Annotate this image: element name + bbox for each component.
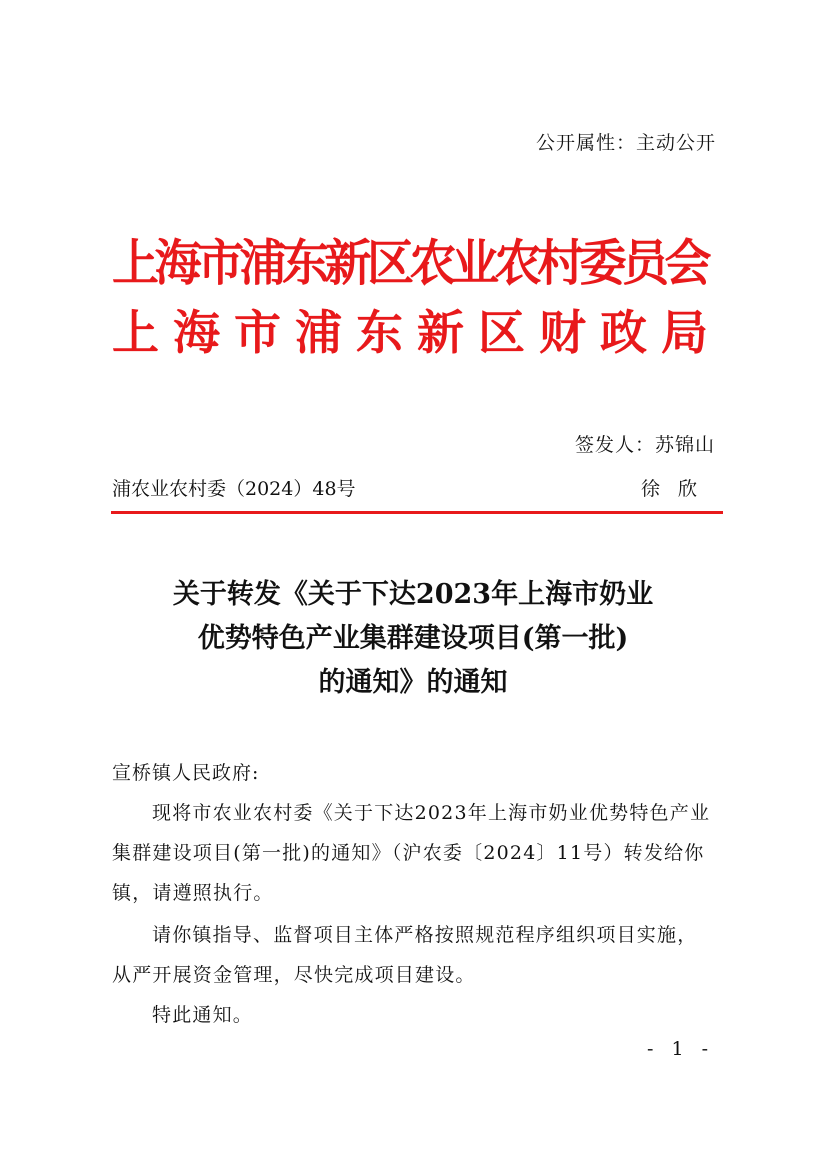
body-paragraph-1 (112, 793, 716, 913)
issuer-org-agriculture: 上海市浦东新区农业农村委员会 (112, 234, 707, 293)
body-paragraph-2 (112, 915, 716, 995)
document-title-line-2: 优势特色产业集群建设项目(第一批) (197, 623, 629, 654)
signer-label: 签发人：苏锦山 (574, 434, 715, 456)
body-paragraph-3-text: 特此通知。 (152, 1004, 254, 1026)
red-divider-rule (111, 511, 723, 514)
issuer-org-finance: 上海市浦东新区财政局 (112, 306, 722, 361)
salutation: 宣桥镇人民政府: (112, 762, 260, 784)
page-number: - 1 - (646, 1038, 714, 1060)
body-paragraph-1-text: 现将市农业农村委《关于下达2023年上海市奶业优势特色产业集群建设项目(第一批)的通知》（沪农委〔2024〕11号）转发给你镇，请遵照执行。 (112, 802, 711, 904)
body-paragraph-3 (112, 995, 716, 1035)
document-title-line-3: 的通知》的通知 (318, 667, 508, 698)
document-title-line-1: 关于转发《关于下达2023年上海市奶业 (172, 579, 654, 610)
second-signer: 徐欣 (640, 478, 715, 500)
disclosure-attribute: 公开属性：主动公开 (535, 132, 716, 154)
document-number: 浦农业农村委（2024）48号 (112, 478, 356, 500)
body-paragraph-2-text: 请你镇指导、监督项目主体严格按照规范程序组织项目实施，从严开展资金管理，尽快完成项目建设。 (112, 924, 698, 986)
